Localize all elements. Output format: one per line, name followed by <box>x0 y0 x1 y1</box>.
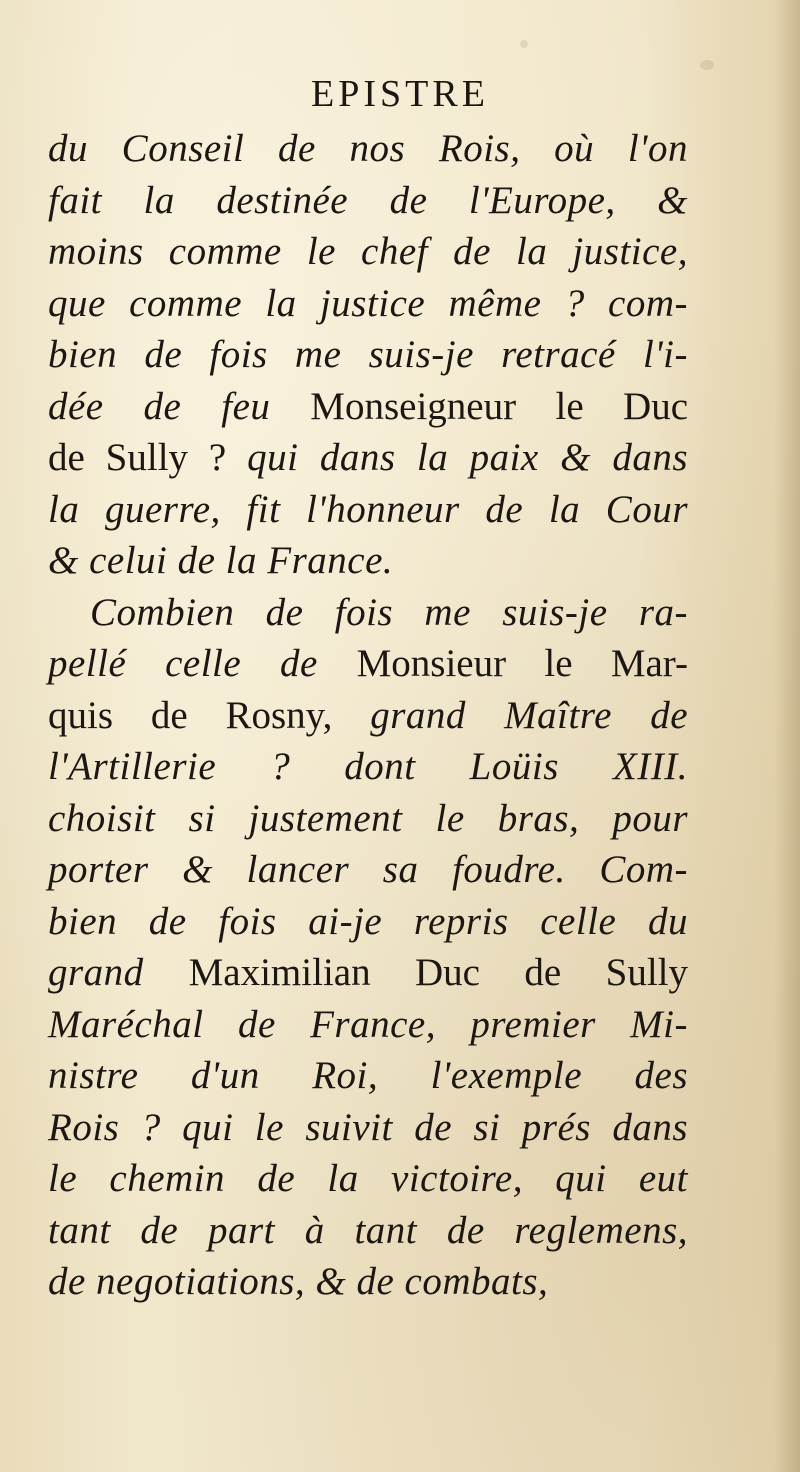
text-line <box>48 1256 688 1308</box>
italic-text: moins comme le chef de la justice, <box>48 230 688 273</box>
running-head: EPISTRE <box>311 73 489 115</box>
text-line <box>48 535 688 587</box>
text-line <box>48 1153 688 1205</box>
text-line <box>48 175 688 227</box>
text-line <box>48 226 688 278</box>
text-line <box>48 329 688 381</box>
italic-text: la guerre, fit l'honneur de la Cour <box>48 487 688 531</box>
italic-text: choisit si justement le bras, pour <box>48 796 688 840</box>
text-line <box>48 999 688 1051</box>
italic-text: bien de fois me suis-je retracé l'i- <box>48 333 688 376</box>
italic-text: porter & lancer sa foudre. Com- <box>48 848 688 891</box>
body-text <box>48 123 688 1308</box>
italic-text: grand <box>48 951 189 994</box>
italic-text: que comme la justice même ? com- <box>48 281 688 325</box>
text-line <box>48 1050 688 1102</box>
italic-text: l'Artillerie ? dont Loüis XIII. <box>48 745 688 788</box>
italic-text: Combien de fois me suis-je ra- <box>90 590 688 634</box>
italic-text: le chemin de la victoire, qui eut <box>48 1157 688 1200</box>
paper-stain <box>520 40 528 48</box>
text-line <box>48 587 688 639</box>
text-line <box>48 690 688 742</box>
roman-text: Maximilian Duc de Sully <box>188 951 688 994</box>
text-line <box>48 896 688 948</box>
roman-text: Monseigneur le Duc <box>310 384 688 428</box>
text-line <box>48 123 688 175</box>
italic-text: nistre d'un Roi, l'exemple des <box>48 1054 688 1097</box>
italic-text: Maréchal de France, premier Mi- <box>48 1002 688 1046</box>
text-line <box>48 638 688 690</box>
italic-text: tant de part à tant de reglemens, <box>48 1208 688 1252</box>
italic-text: de negotiations, & de combats, <box>48 1260 549 1303</box>
paper-stain <box>700 60 714 70</box>
text-line <box>48 484 688 536</box>
roman-text: Monsieur le Mar- <box>356 642 688 685</box>
text-line <box>48 947 688 999</box>
italic-text: pellé celle de <box>48 642 357 685</box>
text-line <box>48 278 688 330</box>
italic-text: qui dans la paix & dans <box>247 436 688 479</box>
text-line <box>48 741 688 793</box>
page-edge-shadow <box>774 0 800 1472</box>
text-line <box>48 432 688 484</box>
italic-text: dée de feu <box>48 384 311 428</box>
roman-text: quis de Rosny, <box>48 693 371 737</box>
italic-text: du Conseil de nos Rois, où l'on <box>48 127 688 170</box>
text-line <box>48 381 688 433</box>
italic-text: grand Maître de <box>370 693 689 737</box>
italic-text: Rois ? qui le suivit de si prés dans <box>48 1105 688 1149</box>
italic-text: fait la destinée de l'Europe, & <box>48 178 688 222</box>
italic-text: & celui de la France. <box>48 539 394 582</box>
text-line <box>48 1205 688 1257</box>
text-line <box>48 793 688 845</box>
text-line <box>48 844 688 896</box>
roman-text: de Sully ? <box>48 436 248 479</box>
text-line <box>48 1102 688 1154</box>
italic-text: bien de fois ai-je repris celle du <box>48 899 688 943</box>
